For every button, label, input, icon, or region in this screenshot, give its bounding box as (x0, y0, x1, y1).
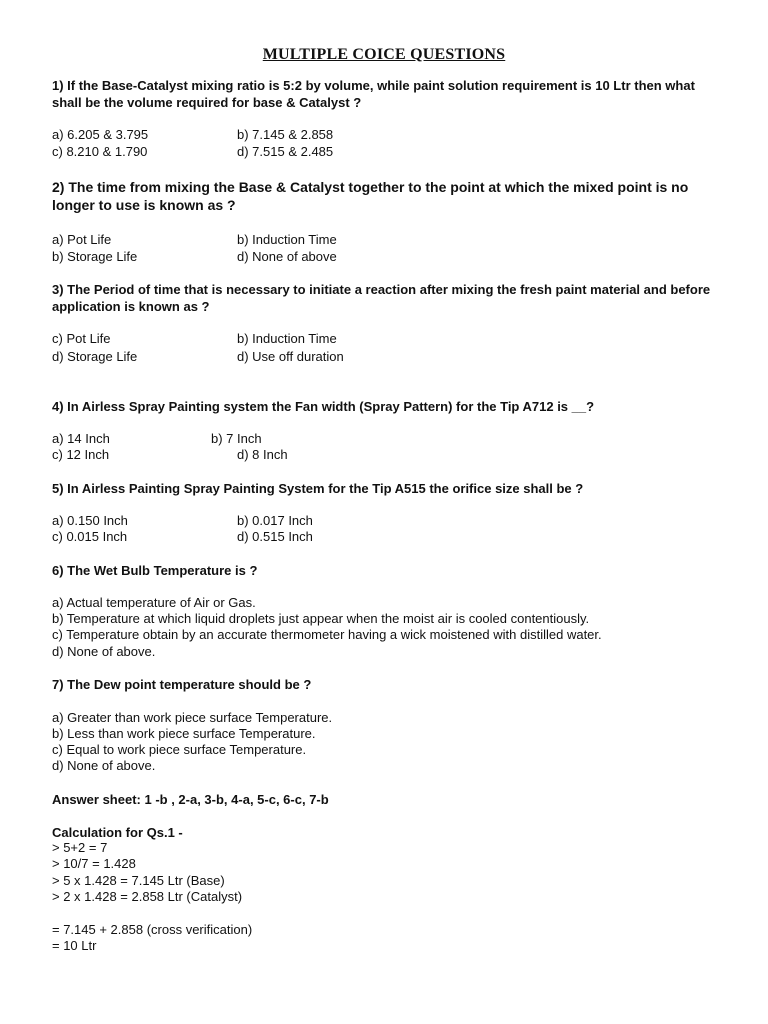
q2-option-b: b) Induction Time (237, 232, 337, 247)
q6-option-d: d) None of above. (52, 644, 156, 659)
question-6: 6) The Wet Bulb Temperature is ? (52, 563, 258, 578)
question-3: 3) The Period of time that is necessary to initiate a reaction after mixing the fresh paint material and before application is known as ? (52, 282, 711, 314)
q5-option-b: b) 0.017 Inch (237, 513, 313, 528)
q6-option-c: c) Temperature obtain by an accurate thermometer having a wick moistened with distilled water. (52, 627, 602, 642)
question-5: 5) In Airless Painting Spray Painting System for the Tip A515 the orifice size shall be ? (52, 481, 584, 496)
q3-option-c: d) Storage Life (52, 349, 138, 364)
calculation-step-2: > 10/7 = 1.428 (52, 856, 136, 871)
q4-option-d: d) 8 Inch (237, 447, 288, 462)
q7-option-a: a) Greater than work piece surface Temperature. (52, 710, 333, 725)
q4-option-a: a) 14 Inch (52, 431, 110, 446)
q4-option-b: b) 7 Inch (211, 431, 262, 446)
q1-option-d: d) 7.515 & 2.485 (237, 144, 334, 159)
q2-option-c: b) Storage Life (52, 249, 138, 264)
answer-sheet: Answer sheet: 1 -b , 2-a, 3-b, 4-a, 5-c, 6-c, 7-b (52, 792, 329, 807)
calculation-step-1: > 5+2 = 7 (52, 840, 108, 855)
question-7: 7) The Dew point temperature should be ? (52, 677, 312, 692)
calculation-verification: = 7.145 + 2.858 (cross verification) (52, 922, 253, 937)
page-title: MULTIPLE COICE QUESTIONS (262, 46, 506, 63)
calculation-step-4: > 2 x 1.428 = 2.858 Ltr (Catalyst) (52, 889, 243, 904)
q3-option-a: c) Pot Life (52, 331, 111, 346)
q3-option-d: d) Use off duration (237, 349, 344, 364)
question-1: 1) If the Base-Catalyst mixing ratio is 5:2 by volume, while paint solution requirement is 10 Ltr then what shall be the volume required for base & Catalyst ? (52, 78, 695, 110)
q4-option-c: c) 12 Inch (52, 447, 110, 462)
q1-option-c: c) 8.210 & 1.790 (52, 144, 148, 159)
q2-option-d: d) None of above (237, 249, 337, 264)
q6-option-b: b) Temperature at which liquid droplets just appear when the moist air is cooled contentiously. (52, 611, 590, 626)
q7-option-d: d) None of above. (52, 758, 156, 773)
calculation-step-3: > 5 x 1.428 = 7.145 Ltr (Base) (52, 873, 225, 888)
q5-option-a: a) 0.150 Inch (52, 513, 128, 528)
question-4: 4) In Airless Spray Painting system the Fan width (Spray Pattern) for the Tip A712 is __? (52, 399, 595, 414)
q1-option-b: b) 7.145 & 2.858 (237, 127, 334, 142)
q3-option-b: b) Induction Time (237, 331, 337, 346)
q6-option-a: a) Actual temperature of Air or Gas. (52, 595, 256, 610)
calculation-result: = 10 Ltr (52, 938, 97, 953)
q5-option-d: d) 0.515 Inch (237, 529, 313, 544)
calculation-heading: Calculation for Qs.1 - (52, 825, 183, 840)
q7-option-b: b) Less than work piece surface Temperature. (52, 726, 316, 741)
question-2: 2) The time from mixing the Base & Catalyst together to the point at which the mixed point is no longer to use is known as ? (52, 179, 689, 213)
q7-option-c: c) Equal to work piece surface Temperature. (52, 742, 307, 757)
q2-option-a: a) Pot Life (52, 232, 112, 247)
q5-option-c: c) 0.015 Inch (52, 529, 128, 544)
q1-option-a: a) 6.205 & 3.795 (52, 127, 149, 142)
